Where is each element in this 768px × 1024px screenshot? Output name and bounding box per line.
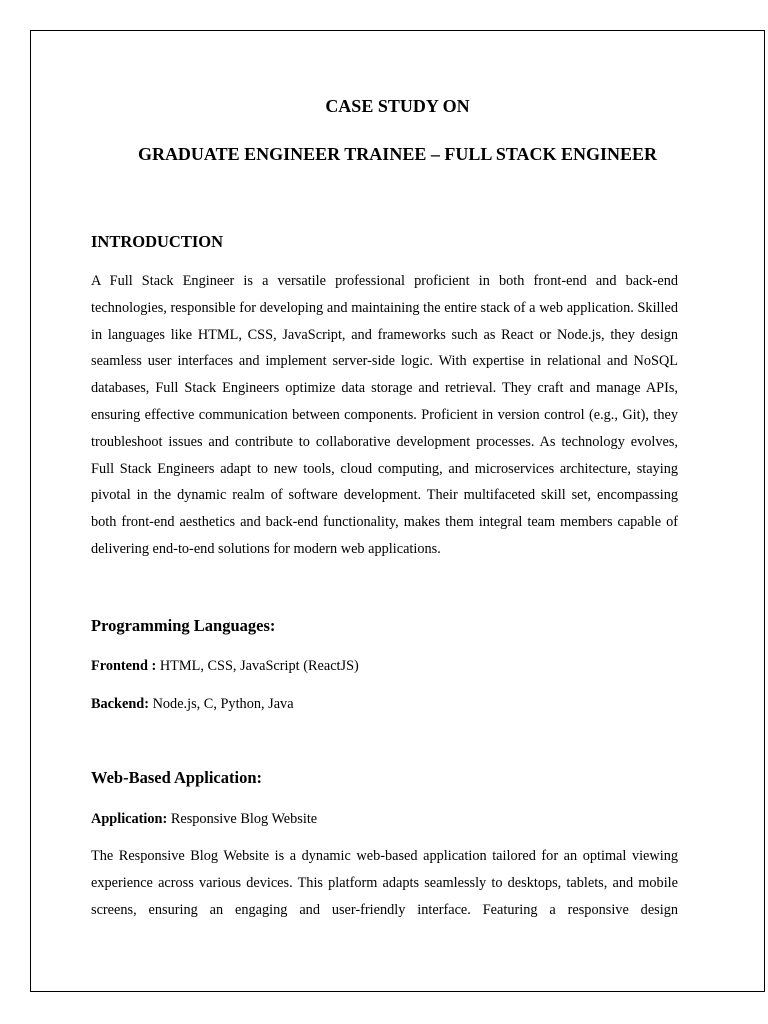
frontend-label: Frontend : bbox=[91, 658, 157, 674]
web-application-heading: Web-Based Application: bbox=[91, 768, 262, 787]
introduction-paragraph: A Full Stack Engineer is a versatile professional proficient in both front-end and back-end technologies, responsible for developing and maintaining the entire stack of a web application. Skilled in languages like HTML, CSS, JavaScript, and frameworks such as React or Node.js, they design seamless user interfaces and implement server-side logic. With expertise in relational and NoSQL databases, Full Stack Engineers optimize data storage and retrieval. They craft and manage APIs, ensuring effective communication between components. Proficient in version control (e.g., Git), they troubleshoot issues and contribute to collaborative development processes. As technology evolves, Full Stack Engineers adapt to new tools, cloud computing, and microservices architecture, staying pivotal in the dynamic realm of software development. Their multifaceted skill set, encompassing both front-end aesthetics and back-end functionality, makes them integral team members capable of delivering end-to-end solutions for modern web applications. bbox=[91, 273, 678, 557]
introduction-heading: INTRODUCTION bbox=[91, 232, 224, 251]
document-title-line-2: GRADUATE ENGINEER TRAINEE – FULL STACK ENGINEER bbox=[137, 144, 658, 164]
blog-description-paragraph: The Responsive Blog Website is a dynamic web-based application tailored for an optimal viewing experience across various devices. This platform adapts seamlessly to desktops, tablets, and mobile screens, ensuring an engaging and user-friendly interface. Featuring a responsive design bbox=[91, 848, 678, 918]
backend-line bbox=[91, 697, 294, 711]
frontend-line bbox=[91, 659, 359, 673]
backend-label: Backend: bbox=[91, 696, 149, 712]
frontend-value: HTML, CSS, JavaScript (ReactJS) bbox=[156, 658, 359, 674]
application-label: Application: bbox=[91, 811, 168, 827]
programming-languages-heading: Programming Languages: bbox=[91, 616, 276, 635]
document-page bbox=[30, 30, 765, 992]
document-title-line-1: CASE STUDY ON bbox=[325, 96, 470, 116]
application-line bbox=[91, 812, 317, 826]
backend-value: Node.js, C, Python, Java bbox=[149, 696, 294, 712]
application-value: Responsive Blog Website bbox=[167, 811, 318, 827]
